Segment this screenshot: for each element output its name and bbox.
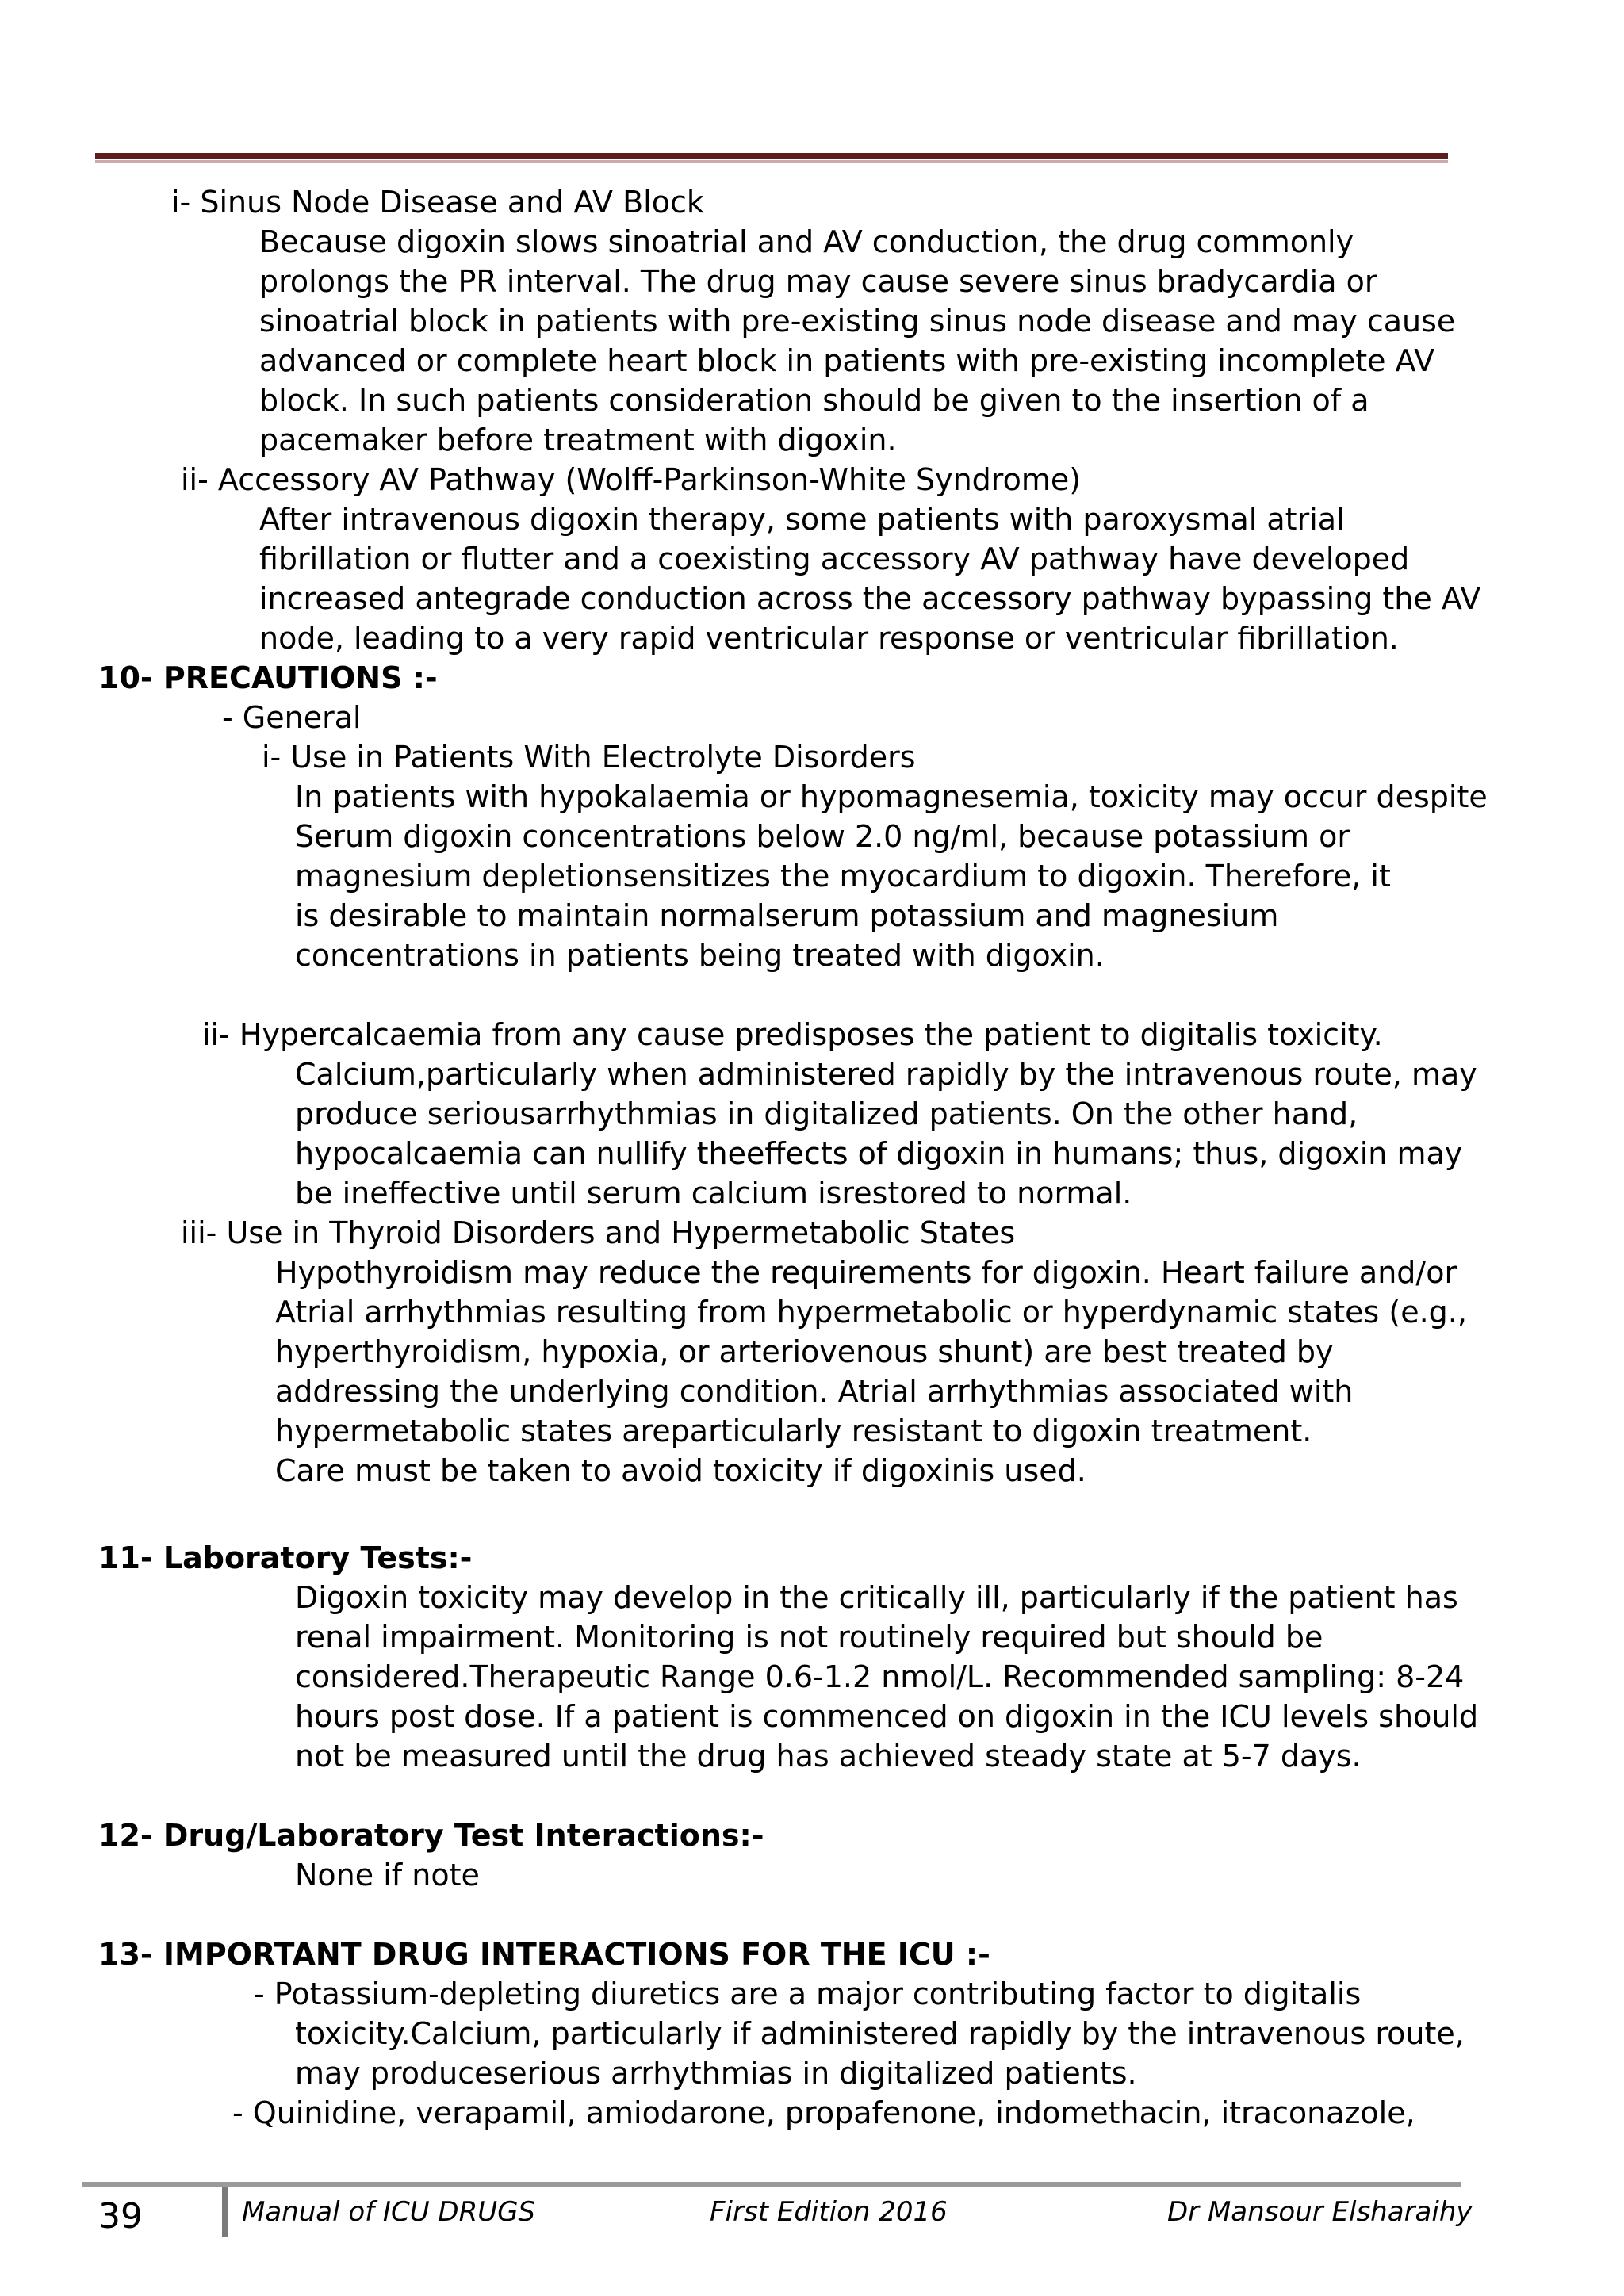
- text-line: concentrations in patients being treated with digoxin.: [295, 938, 1105, 973]
- text-line: advanced or complete heart block in patients with pre-existing incomplete AV: [259, 343, 1435, 378]
- text-line: hyperthyroidism, hypoxia, or arteriovenous shunt) are best treated by: [275, 1334, 1334, 1369]
- footer-rule: [82, 2182, 1461, 2187]
- text-line: renal impairment. Monitoring is not routinely required but should be: [295, 1620, 1323, 1655]
- text-line: iii- Use in Thyroid Disorders and Hypermetabolic States: [181, 1215, 1016, 1250]
- text-line: Atrial arrhythmias resulting from hypermetabolic or hyperdynamic states (e.g.,: [275, 1295, 1467, 1330]
- footer-title: Manual of ICU DRUGS: [242, 2196, 536, 2228]
- text-line: - General: [222, 700, 362, 735]
- text-line: - Quinidine, verapamil, amiodarone, propafenone, indomethacin, itraconazole,: [232, 2095, 1415, 2130]
- text-line: Because digoxin slows sinoatrial and AV conduction, the drug commonly: [259, 224, 1354, 259]
- text-line: ii- Accessory AV Pathway (Wolff-Parkinson-White Syndrome): [181, 462, 1082, 497]
- text-line: hypocalcaemia can nullify theeffects of digoxin in humans; thus, digoxin may: [295, 1136, 1463, 1171]
- text-line: fibrillation or flutter and a coexisting accessory AV pathway have developed: [259, 541, 1410, 576]
- text-line: In patients with hypokalaemia or hypomagnesemia, toxicity may occur despite: [295, 779, 1488, 814]
- text-line: magnesium depletionsensitizes the myocardium to digoxin. Therefore, it: [295, 859, 1391, 894]
- text-line: - Potassium-depleting diuretics are a major contributing factor to digitalis: [254, 1976, 1362, 2011]
- text-line: ii- Hypercalcaemia from any cause predisposes the patient to digitalis toxicity.: [202, 1017, 1383, 1052]
- header-rule: [95, 153, 1448, 159]
- text-line: After intravenous digoxin therapy, some patients with paroxysmal atrial: [259, 502, 1345, 537]
- text-line: None if note: [295, 1858, 480, 1892]
- text-line: node, leading to a very rapid ventricular response or ventricular fibrillation.: [259, 621, 1399, 656]
- text-line: block. In such patients consideration should be given to the insertion of a: [259, 383, 1369, 418]
- page-number: 39: [98, 2196, 143, 2237]
- text-line: i- Sinus Node Disease and AV Block: [171, 185, 704, 220]
- section-heading: 13- IMPORTANT DRUG INTERACTIONS FOR THE ICU :-: [98, 1937, 990, 1972]
- footer-divider: [222, 2187, 228, 2237]
- text-line: is desirable to maintain normalserum potassium and magnesium: [295, 898, 1279, 933]
- footer-author: Dr Mansour Elsharaihy: [1167, 2196, 1473, 2228]
- text-line: toxicity.Calcium, particularly if administered rapidly by the intravenous route,: [295, 2016, 1465, 2051]
- text-line: not be measured until the drug has achieved steady state at 5-7 days.: [295, 1739, 1362, 1774]
- footer-edition: First Edition 2016: [710, 2196, 948, 2228]
- text-line: Care must be taken to avoid toxicity if digoxinis used.: [275, 1453, 1086, 1488]
- section-heading: 10- PRECAUTIONS :-: [98, 660, 438, 695]
- text-line: pacemaker before treatment with digoxin.: [259, 423, 897, 457]
- text-line: may produceserious arrhythmias in digitalized patients.: [295, 2056, 1137, 2091]
- text-line: prolongs the PR interval. The drug may cause severe sinus bradycardia or: [259, 264, 1377, 299]
- text-line: be ineffective until serum calcium isrestored to normal.: [295, 1176, 1132, 1211]
- text-line: hours post dose. If a patient is commenced on digoxin in the ICU levels should: [295, 1699, 1479, 1734]
- text-line: considered.Therapeutic Range 0.6-1.2 nmol/L. Recommended sampling: 8-24: [295, 1659, 1465, 1694]
- text-line: Digoxin toxicity may develop in the critically ill, particularly if the patient has: [295, 1580, 1458, 1615]
- section-heading: 11- Laboratory Tests:-: [98, 1540, 473, 1575]
- text-line: addressing the underlying condition. Atrial arrhythmias associated with: [275, 1374, 1354, 1409]
- text-line: sinoatrial block in patients with pre-existing sinus node disease and may cause: [259, 304, 1456, 339]
- text-line: increased antegrade conduction across the accessory pathway bypassing the AV: [259, 581, 1481, 616]
- text-line: Calcium,particularly when administered rapidly by the intravenous route, may: [295, 1057, 1477, 1092]
- text-line: produce seriousarrhythmias in digitalized patients. On the other hand,: [295, 1096, 1358, 1131]
- header-rule-shadow: [95, 160, 1448, 163]
- text-line: Serum digoxin concentrations below 2.0 ng/ml, because potassium or: [295, 819, 1350, 854]
- text-line: Hypothyroidism may reduce the requirements for digoxin. Heart failure and/or: [275, 1255, 1457, 1290]
- text-line: i- Use in Patients With Electrolyte Disorders: [262, 740, 916, 775]
- section-heading: 12- Drug/Laboratory Test Interactions:-: [98, 1818, 764, 1853]
- text-line: hypermetabolic states areparticularly resistant to digoxin treatment.: [275, 1414, 1312, 1448]
